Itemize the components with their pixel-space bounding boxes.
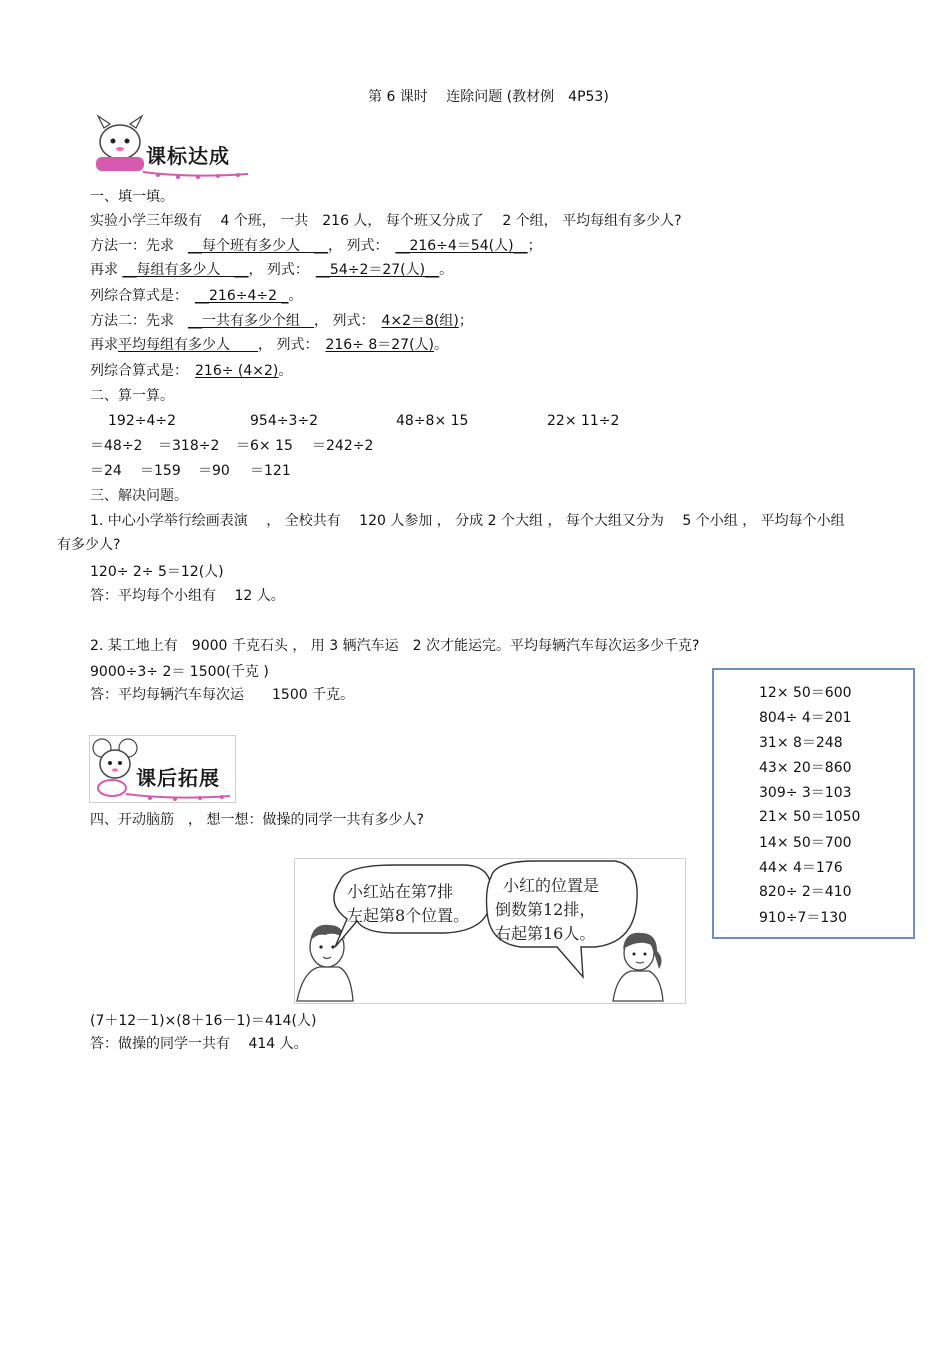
method2-formula: 4×2＝8(组) — [381, 313, 459, 329]
method1-end: ； — [527, 238, 542, 254]
left-speech-bubble — [334, 865, 492, 947]
box-row: 14× 50＝700 — [759, 835, 852, 851]
calc-row-1b: 954÷3÷2 — [250, 413, 318, 429]
method1c-prefix: 列综合算式是： — [90, 288, 195, 304]
method2c-line — [90, 362, 292, 380]
method2b-blank: 平均每组有多少人 — [118, 337, 258, 353]
q1-answer: 答：平均每个小组有 12 人。 — [90, 588, 285, 604]
calc-row-2a: ＝48÷2 — [90, 438, 143, 454]
bubble-left-line2: 左起第8个位置。 — [347, 906, 470, 925]
section3-heading: 三、解决问题。 — [90, 488, 188, 504]
calc-row-2c: ＝6× 15 — [236, 438, 293, 454]
q1-text-cont: 有多少人? — [57, 537, 121, 553]
method1c-end: 。 — [288, 288, 303, 304]
box-row: 804÷ 4＝201 — [759, 710, 852, 726]
method1b-end: 。 — [439, 262, 454, 278]
method1b-formula: __54÷2＝27(人)__ — [315, 262, 440, 278]
calc-row-1c: 48÷8× 15 — [396, 413, 469, 429]
bubble-left-line1: 小红站在第7排 — [347, 882, 454, 901]
method1-line — [90, 237, 542, 255]
method2b-line — [90, 336, 448, 354]
method2-blank: __一共有多少个组 — [188, 313, 314, 329]
banner-course-standard — [88, 112, 253, 182]
method2-prefix: 方法二：先求 — [90, 313, 188, 329]
calc-row-2d: ＝242÷2 — [312, 438, 374, 454]
method1b-line — [90, 261, 453, 279]
bubble-right-line1: 小红的位置是 — [503, 876, 600, 895]
method1-blank: __每个班有多少人 __ — [188, 238, 328, 254]
box-row: 12× 50＝600 — [759, 685, 852, 701]
q2-text: 2. 某工地上有 9000 千克石头 ， 用 3 辆汽车运 2 次才能运完。平均每辆汽车每次运多少千克? — [90, 638, 700, 654]
calc-row-3a: ＝24 — [90, 463, 122, 479]
banner-after-class — [89, 735, 236, 803]
q2-answer: 答：平均每辆汽车每次运 1500 千克。 — [90, 687, 355, 703]
section2-heading: 二、算一算。 — [90, 388, 174, 404]
q2-calc: 9000÷3÷ 2＝ 1500(千克 ) — [90, 664, 269, 680]
method1b-mid: ， 列式： — [248, 262, 316, 278]
method2-line — [90, 312, 473, 330]
section1-problem: 实验小学三年级有 4 个班， 一共 216 人， 每个班又分成了 2 个组， 平均每组有多少人? — [90, 213, 682, 229]
method2b-end: 。 — [434, 337, 449, 353]
method1c-line — [90, 287, 302, 305]
box-row: 44× 4＝176 — [759, 860, 843, 876]
method2b-mid: ， 列式： — [258, 337, 326, 353]
calc-row-1d: 22× 11÷2 — [547, 413, 620, 429]
section1-heading: 一、填一填。 — [90, 189, 174, 205]
method1b-prefix: 再求 — [90, 262, 123, 278]
banner-title: 课标达成 — [146, 144, 230, 168]
method1-formula: __216÷4＝54(人)__ — [395, 238, 528, 254]
method1-mid: ， 列式： — [328, 238, 396, 254]
calc-row-1a: 192÷4÷2 — [108, 413, 176, 429]
q1-calc: 120÷ 2÷ 5＝12(人) — [90, 564, 224, 580]
method1b-blank: __每组有多少人 __ — [122, 262, 249, 278]
method1-prefix: 方法一：先求 — [90, 238, 188, 254]
box-row: 820÷ 2＝410 — [759, 884, 852, 900]
page-title: 第 6 课时 连除问题 (教材例 4P53) — [368, 89, 609, 105]
method1c-formula: __216÷4÷2 _ — [195, 288, 289, 304]
box-row: 910÷7＝130 — [759, 910, 848, 926]
calc-row-3b: ＝159 — [140, 463, 181, 479]
scratch-calc-box — [712, 668, 915, 939]
box-row: 31× 8＝248 — [759, 735, 843, 751]
method2b-prefix: 再求 — [90, 337, 118, 353]
method2-end: ； — [458, 313, 473, 329]
method2c-formula: 216÷ (4×2) — [195, 363, 279, 379]
calc-row-2b: ＝318÷2 — [158, 438, 220, 454]
box-row: 21× 50＝1050 — [759, 809, 861, 825]
calc-row-3c: ＝90 — [198, 463, 230, 479]
method2-mid: ， 列式： — [314, 313, 382, 329]
right-speech-bubble — [487, 861, 638, 977]
section4-calc: (7＋12－1)×(8＋16－1)＝414(人) — [90, 1013, 317, 1029]
method2b-formula: 216÷ 8＝27(人) — [325, 337, 435, 353]
speech-bubble-illustration — [294, 858, 686, 1004]
banner-title: 课后拓展 — [136, 766, 220, 790]
method2c-end: 。 — [278, 363, 293, 379]
box-row: 43× 20＝860 — [759, 760, 852, 776]
method2c-prefix: 列综合算式是： — [90, 363, 195, 379]
bubble-right-line3: 右起第16人。 — [495, 924, 596, 943]
girl-figure-icon — [613, 933, 663, 1001]
box-row: 309÷ 3＝103 — [759, 785, 852, 801]
bubble-right-line2: 倒数第12排， — [495, 900, 596, 919]
calc-row-3d: ＝121 — [250, 463, 291, 479]
section4-heading: 四、开动脑筋 ， 想一想：做操的同学一共有多少人? — [90, 812, 424, 828]
section4-answer: 答：做操的同学一共有 414 人。 — [90, 1036, 308, 1052]
q1-text: 1. 中心小学举行绘画表演 ， 全校共有 120 人参加 ， 分成 2 个大组 ， 每个大组又分为 5 个小组 ， 平均每个小组 — [90, 513, 845, 529]
